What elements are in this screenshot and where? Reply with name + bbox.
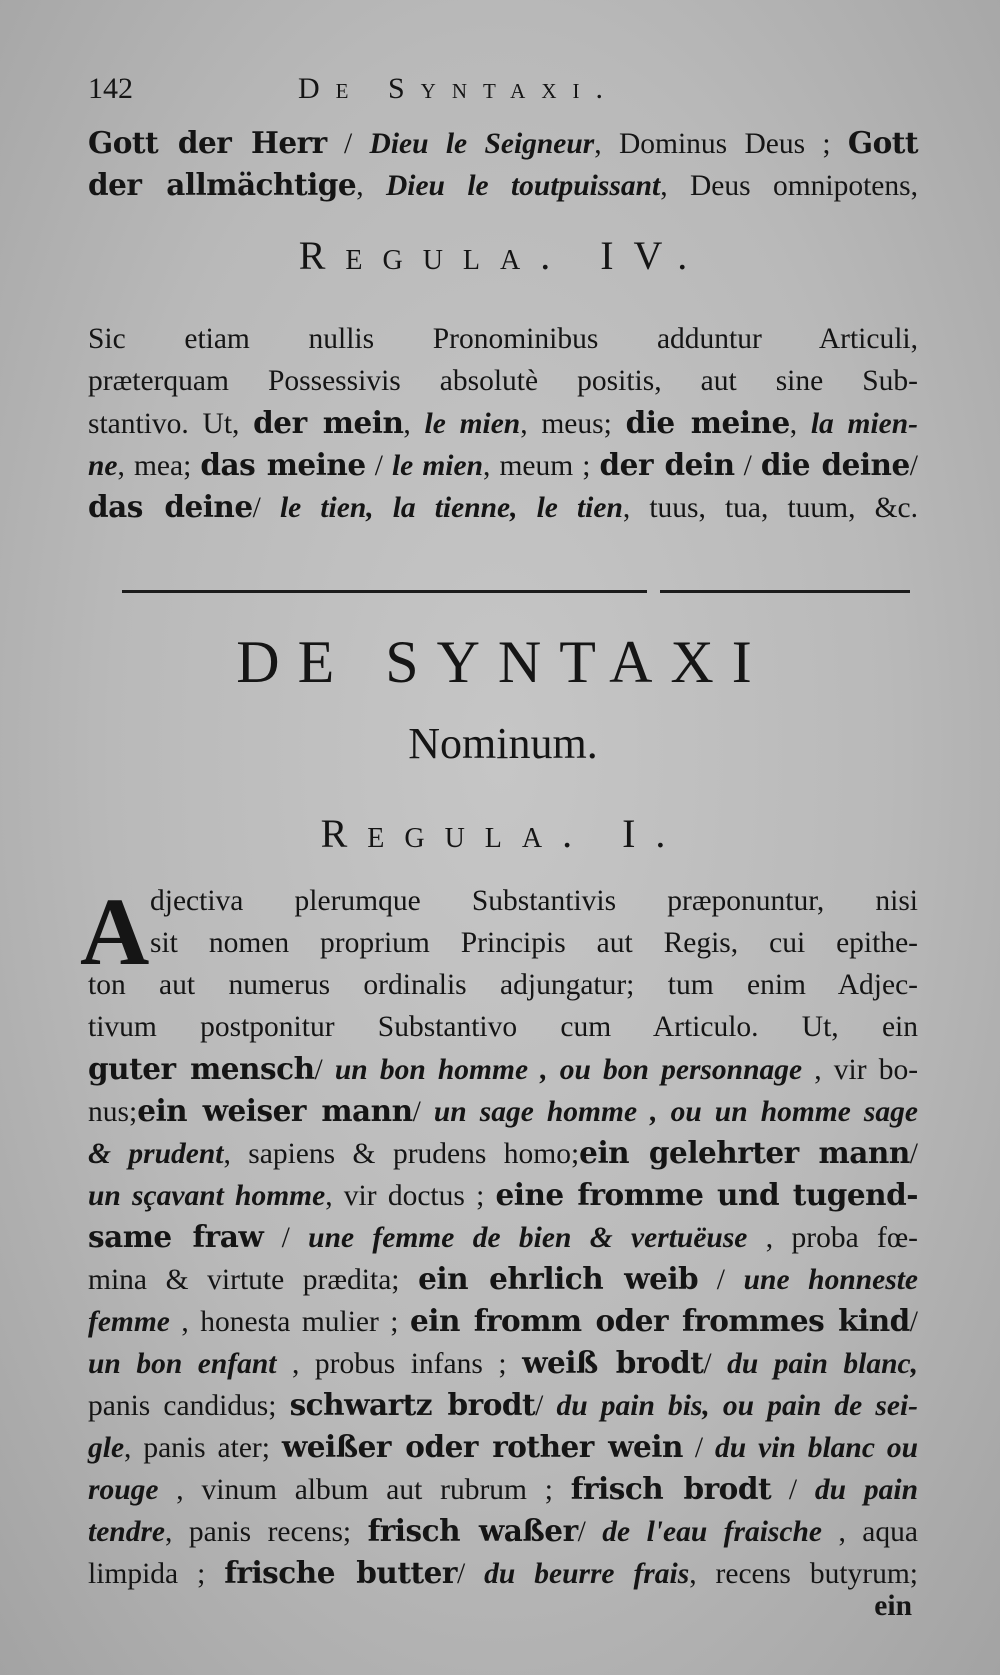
text-line: ne, mea; das meine / le mien, meum ; der dein / die deine/: [88, 447, 918, 482]
text-line: same fraw / une femme de bien & vertuëuse , proba fœ-: [88, 1219, 919, 1254]
text-line: nus;ein weiser mann/ un sage homme , ou un homme sage: [88, 1093, 918, 1128]
text-line: panis candidus; schwartz brodt/ du pain bis, ou pain de sei-: [88, 1387, 918, 1422]
text-line: stantivo. Ut, der mein, le mien, meus; die meine, la mien-: [88, 405, 919, 440]
text-line: un bon enfant , probus infans ; weiß brodt/ du pain blanc,: [88, 1345, 918, 1380]
regula-heading: Regula. I.: [320, 811, 686, 856]
text-line: mina & virtute prædita; ein ehrlich weib / une honneste: [88, 1261, 918, 1296]
drop-cap: A: [80, 878, 150, 985]
text-line: Gott der Herr / Dieu le Seigneur, Dominus Deus ; Gott: [88, 125, 919, 160]
text-line: gle, panis ater; weißer oder rother wein / du vin blanc ou: [88, 1429, 918, 1464]
running-title: De Syntaxi.: [298, 72, 619, 105]
text-line: ton aut numerus ordinalis adjungatur; tum enim Adjec-: [88, 969, 918, 1001]
text-line: femme , honesta mulier ; ein fromm oder frommes kind/: [88, 1303, 918, 1338]
text-line: limpida ; frische butter/ du beurre frais, recens butyrum;: [88, 1555, 918, 1590]
text-line: un sçavant homme, vir doctus ; eine fromme und tugend-: [88, 1177, 918, 1212]
text-line: præterquam Possessivis absolutè positis, aut sine Sub-: [88, 365, 918, 397]
text-line: sit nomen proprium Principis aut Regis, cui epithe-: [150, 927, 918, 959]
section-title: DE SYNTAXI: [236, 629, 770, 695]
text-line: der allmächtige, Dieu le toutpuissant, Deus omnipotens,: [88, 167, 918, 202]
text-line: tendre, panis recens; frisch waßer/ de l'eau fraische , aqua: [88, 1513, 918, 1548]
page-number: 142: [88, 72, 133, 105]
running-head: [88, 72, 908, 112]
text-line: Sic etiam nullis Pronominibus adduntur Articuli,: [88, 323, 918, 355]
section-subtitle: Nominum.: [408, 719, 598, 768]
text-line: tivum postponitur Substantivo cum Articulo. Ut, ein: [88, 1011, 918, 1043]
text-line: das deine/ le tien, la tienne, le tien, tuus, tua, tuum, &c.: [88, 489, 918, 524]
text-line: rouge , vinum album aut rubrum ; frisch brodt / du pain: [88, 1471, 918, 1506]
catchword: ein: [874, 1590, 912, 1622]
divider-rule: [660, 590, 910, 593]
divider-rule: [122, 590, 647, 593]
text-line: & prudent, sapiens & prudens homo;ein gelehrter mann/: [88, 1135, 918, 1170]
text-line: djectiva plerumque Substantivis præponuntur, nisi: [150, 885, 918, 917]
text-line: guter mensch/ un bon homme , ou bon personnage , vir bo-: [88, 1051, 919, 1086]
regula-heading: Regula. IV.: [298, 233, 708, 278]
